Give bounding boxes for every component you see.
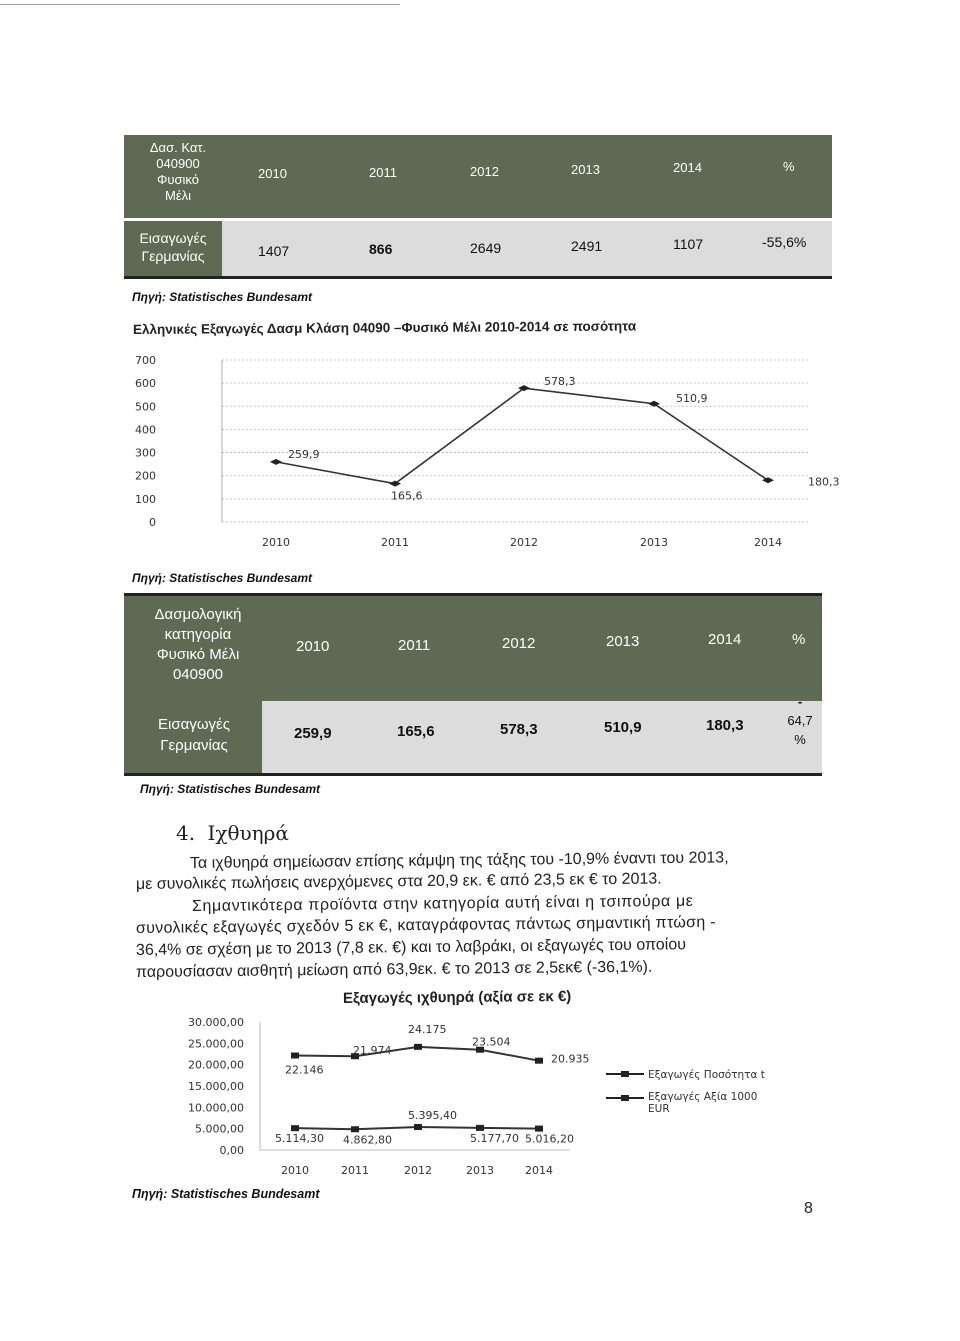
chart2-data-label: 5.395,40 xyxy=(408,1108,457,1122)
chart1-x-tick-label: 2012 xyxy=(510,536,538,549)
table2-value-2011: 165,6 xyxy=(397,723,435,740)
table2-row-label-line: Εισαγωγές xyxy=(158,716,230,733)
table2-value-2013: 510,9 xyxy=(604,719,642,736)
chart2-point-marker xyxy=(414,1044,422,1050)
table1-header-line: Μέλι xyxy=(164,188,191,203)
chart1-data-label: 510,9 xyxy=(676,391,708,405)
page-number: 8 xyxy=(804,1200,813,1217)
chart2-x-tick-label: 2011 xyxy=(341,1164,369,1177)
chart2-point-marker xyxy=(535,1058,543,1064)
chart1-data-label: 180,3 xyxy=(808,475,840,489)
section-title: Ιχθυηρά xyxy=(207,821,289,845)
table1-header-line: 040900 xyxy=(156,156,200,171)
chart2-data-label: 24.175 xyxy=(408,1022,447,1036)
chart1-gridlines xyxy=(222,360,808,522)
table1-row-label-line: Εισαγωγές xyxy=(139,230,207,246)
source-note-4: Πηγή: Statistisches Bundesamt xyxy=(132,1187,320,1201)
section-heading xyxy=(176,821,289,845)
chart1-point-marker xyxy=(518,385,530,391)
table2-year-2011: 2011 xyxy=(398,637,431,654)
chart2-data-label: 4.862,80 xyxy=(343,1133,392,1147)
chart2-legend-label: Εξαγωγές Αξία 1000 xyxy=(648,1091,758,1103)
table2-value-2014: 180,3 xyxy=(706,717,744,734)
chart1-y-tick-label: 500 xyxy=(135,400,156,414)
table2-corner-header xyxy=(128,605,268,685)
table2-header-line: Δασμολογική xyxy=(154,606,242,623)
table2-row-label xyxy=(126,714,262,756)
table1-value-2013: 2491 xyxy=(571,238,603,254)
chart2-point-marker xyxy=(291,1053,299,1059)
table1-year-2011: 2011 xyxy=(369,165,397,180)
chart2-point-marker xyxy=(476,1125,484,1131)
chart2-x-tick-label: 2013 xyxy=(466,1164,494,1177)
chart1-honey-line xyxy=(118,340,840,555)
chart2-point-marker xyxy=(535,1126,543,1132)
table2-header-line: κατηγορία xyxy=(164,626,232,643)
table1-bottom-rule xyxy=(124,276,832,279)
table1-year-2014: 2014 xyxy=(673,160,702,175)
chart1-point-marker xyxy=(270,459,282,465)
chart2-x-tick-label: 2014 xyxy=(525,1164,553,1177)
source-note-2: Πηγή: Statistisches Bundesamt xyxy=(132,571,312,585)
chart2-point-marker xyxy=(414,1124,422,1130)
table1-corner-header xyxy=(138,140,218,204)
chart2-data-label: 21.974 xyxy=(353,1044,392,1058)
table2-pct-unit: % xyxy=(794,732,806,747)
chart1-x-ticks xyxy=(262,536,782,549)
chart1-y-tick-label: 200 xyxy=(135,469,156,483)
chart2-x-tick-label: 2012 xyxy=(404,1164,432,1177)
chart1-y-tick-label: 400 xyxy=(135,423,156,437)
chart2-data-label: 5.177,70 xyxy=(470,1131,519,1145)
paragraph-line: Τα ιχθυηρά σημείωσαν επίσης κάμψη της τάξης του -10,9% έναντι του 2013, xyxy=(189,849,729,872)
table1-row-label xyxy=(126,229,220,265)
table1-row-label-line: Γερμανίας xyxy=(141,248,205,264)
table2-year-2010: 2010 xyxy=(296,638,330,655)
table2-pct-sign: - xyxy=(797,694,803,709)
table2-year-2013: 2013 xyxy=(606,633,640,650)
chart2-x-tick-label: 2010 xyxy=(281,1164,309,1177)
chart2-legend-label: EUR xyxy=(648,1103,670,1115)
chart2-y-tick-label: 25.000,00 xyxy=(188,1037,244,1051)
paragraph-line: με συνολικές πωλήσεις ανερχόμενες στα 20,9 εκ. € από 23,5 εκ € το 2013. xyxy=(135,870,662,893)
table2-value-2010: 259,9 xyxy=(294,725,332,742)
paragraph-line: συνολικές εξαγωγές σχεδόν 5 εκ €, καταγράφοντας πάντως σημαντική πτώση - xyxy=(135,913,716,937)
table1-value-2011: 866 xyxy=(369,241,393,257)
table2-header-line: 040900 xyxy=(172,666,224,683)
chart2-y-ticks xyxy=(188,1016,244,1157)
table1-value-2012: 2649 xyxy=(470,240,502,256)
chart2-legend-marker xyxy=(621,1095,629,1101)
table2-bottom-rule xyxy=(124,773,822,776)
chart1-y-tick-label: 0 xyxy=(149,516,156,529)
chart1-x-tick-label: 2010 xyxy=(262,536,290,549)
chart2-point-marker xyxy=(291,1125,299,1131)
chart1-point-marker xyxy=(389,481,401,487)
chart2-data-label: 20.935 xyxy=(551,1052,590,1066)
chart1-data-label: 165,6 xyxy=(391,489,423,503)
chart1-x-tick-label: 2011 xyxy=(381,536,409,549)
table2-pct-header: % xyxy=(792,631,806,648)
chart2-y-tick-label: 0,00 xyxy=(219,1144,244,1157)
chart2-data-label: 5.016,20 xyxy=(525,1132,574,1146)
chart2-legend xyxy=(606,1069,765,1115)
table1-pct-value: -55,6% xyxy=(762,234,807,250)
chart1-y-tick-label: 300 xyxy=(135,446,156,460)
chart2-series-lines xyxy=(260,1022,570,1150)
chart2-fish-line xyxy=(130,1010,830,1190)
paragraph-line: παρουσίασαν αισθητή μείωση από 63,9εκ. € το 2013 σε 2,5εκ€ (-36,1%). xyxy=(135,958,653,981)
table2-header-line: Φυσικό Μέλι xyxy=(156,646,240,663)
chart1-y-ticks xyxy=(135,354,156,529)
chart1-x-tick-label: 2013 xyxy=(640,536,668,549)
chart1-y-tick-label: 100 xyxy=(135,492,156,506)
chart2-data-label: 5.114,30 xyxy=(275,1132,324,1146)
chart1-y-tick-label: 700 xyxy=(135,354,156,367)
table1-pct-header: % xyxy=(783,159,795,174)
top-rule xyxy=(0,4,400,5)
chart2-data-label: 23.504 xyxy=(472,1035,511,1049)
table2-pct-number: 64,7 xyxy=(787,713,813,728)
paragraph-line: Σημαντικότερα προϊόντα στην κατηγορία αυτή είναι η τσιπούρα με xyxy=(191,892,694,915)
chart2-y-tick-label: 15.000,00 xyxy=(188,1080,244,1093)
table2-value-2012: 578,3 xyxy=(500,721,538,738)
table1-value-2010: 1407 xyxy=(258,243,290,259)
paragraph-line: 36,4% σε σχέση με το 2013 (7,8 εκ. €) και το λαβράκι, οι εξαγωγές του οποίου xyxy=(135,936,687,959)
table2-row-label-line: Γερμανίας xyxy=(160,737,228,754)
chart1-data-labels xyxy=(288,375,840,503)
table1-header-line: Φυσικό xyxy=(157,172,199,187)
table2-pct-value xyxy=(785,692,815,749)
chart2-y-tick-label: 20.000,00 xyxy=(188,1058,244,1072)
table1-year-2013: 2013 xyxy=(571,162,600,177)
section-number: 4. xyxy=(176,821,196,845)
table1-year-2012: 2012 xyxy=(470,164,499,179)
chart1-title: Ελληνικές Εξαγωγές Δασμ Κλάση 04090 –Φυσικό Μέλι 2010-2014 σε ποσότητα xyxy=(132,318,637,337)
chart2-y-tick-label: 5.000,00 xyxy=(195,1122,244,1136)
source-note-1: Πηγή: Statistisches Bundesamt xyxy=(132,290,312,304)
chart2-point-marker xyxy=(351,1126,359,1132)
chart1-x-tick-label: 2014 xyxy=(754,536,782,549)
chart2-legend-marker xyxy=(621,1071,629,1077)
table1-header-line: Δασ. Κατ. xyxy=(149,140,207,155)
source-note-3: Πηγή: Statistisches Bundesamt xyxy=(140,782,320,796)
chart2-x-ticks xyxy=(281,1164,553,1177)
chart1-data-label: 259,9 xyxy=(288,447,320,461)
chart2-y-tick-label: 10.000,00 xyxy=(188,1101,244,1115)
chart2-y-tick-label: 30.000,00 xyxy=(188,1016,244,1029)
table1-year-2010: 2010 xyxy=(258,166,287,181)
chart2-legend-label: Εξαγωγές Ποσότητα t xyxy=(648,1069,765,1081)
chart2-data-label: 22.146 xyxy=(285,1063,324,1077)
table1-value-2014: 1107 xyxy=(673,236,704,252)
chart1-y-tick-label: 600 xyxy=(135,377,156,391)
table2-year-2014: 2014 xyxy=(708,631,742,648)
table2-year-2012: 2012 xyxy=(502,635,536,652)
chart1-data-label: 578,3 xyxy=(544,375,576,389)
chart2-title: Εξαγωγές ιχθυηρά (αξία σε εκ €) xyxy=(342,988,572,1007)
